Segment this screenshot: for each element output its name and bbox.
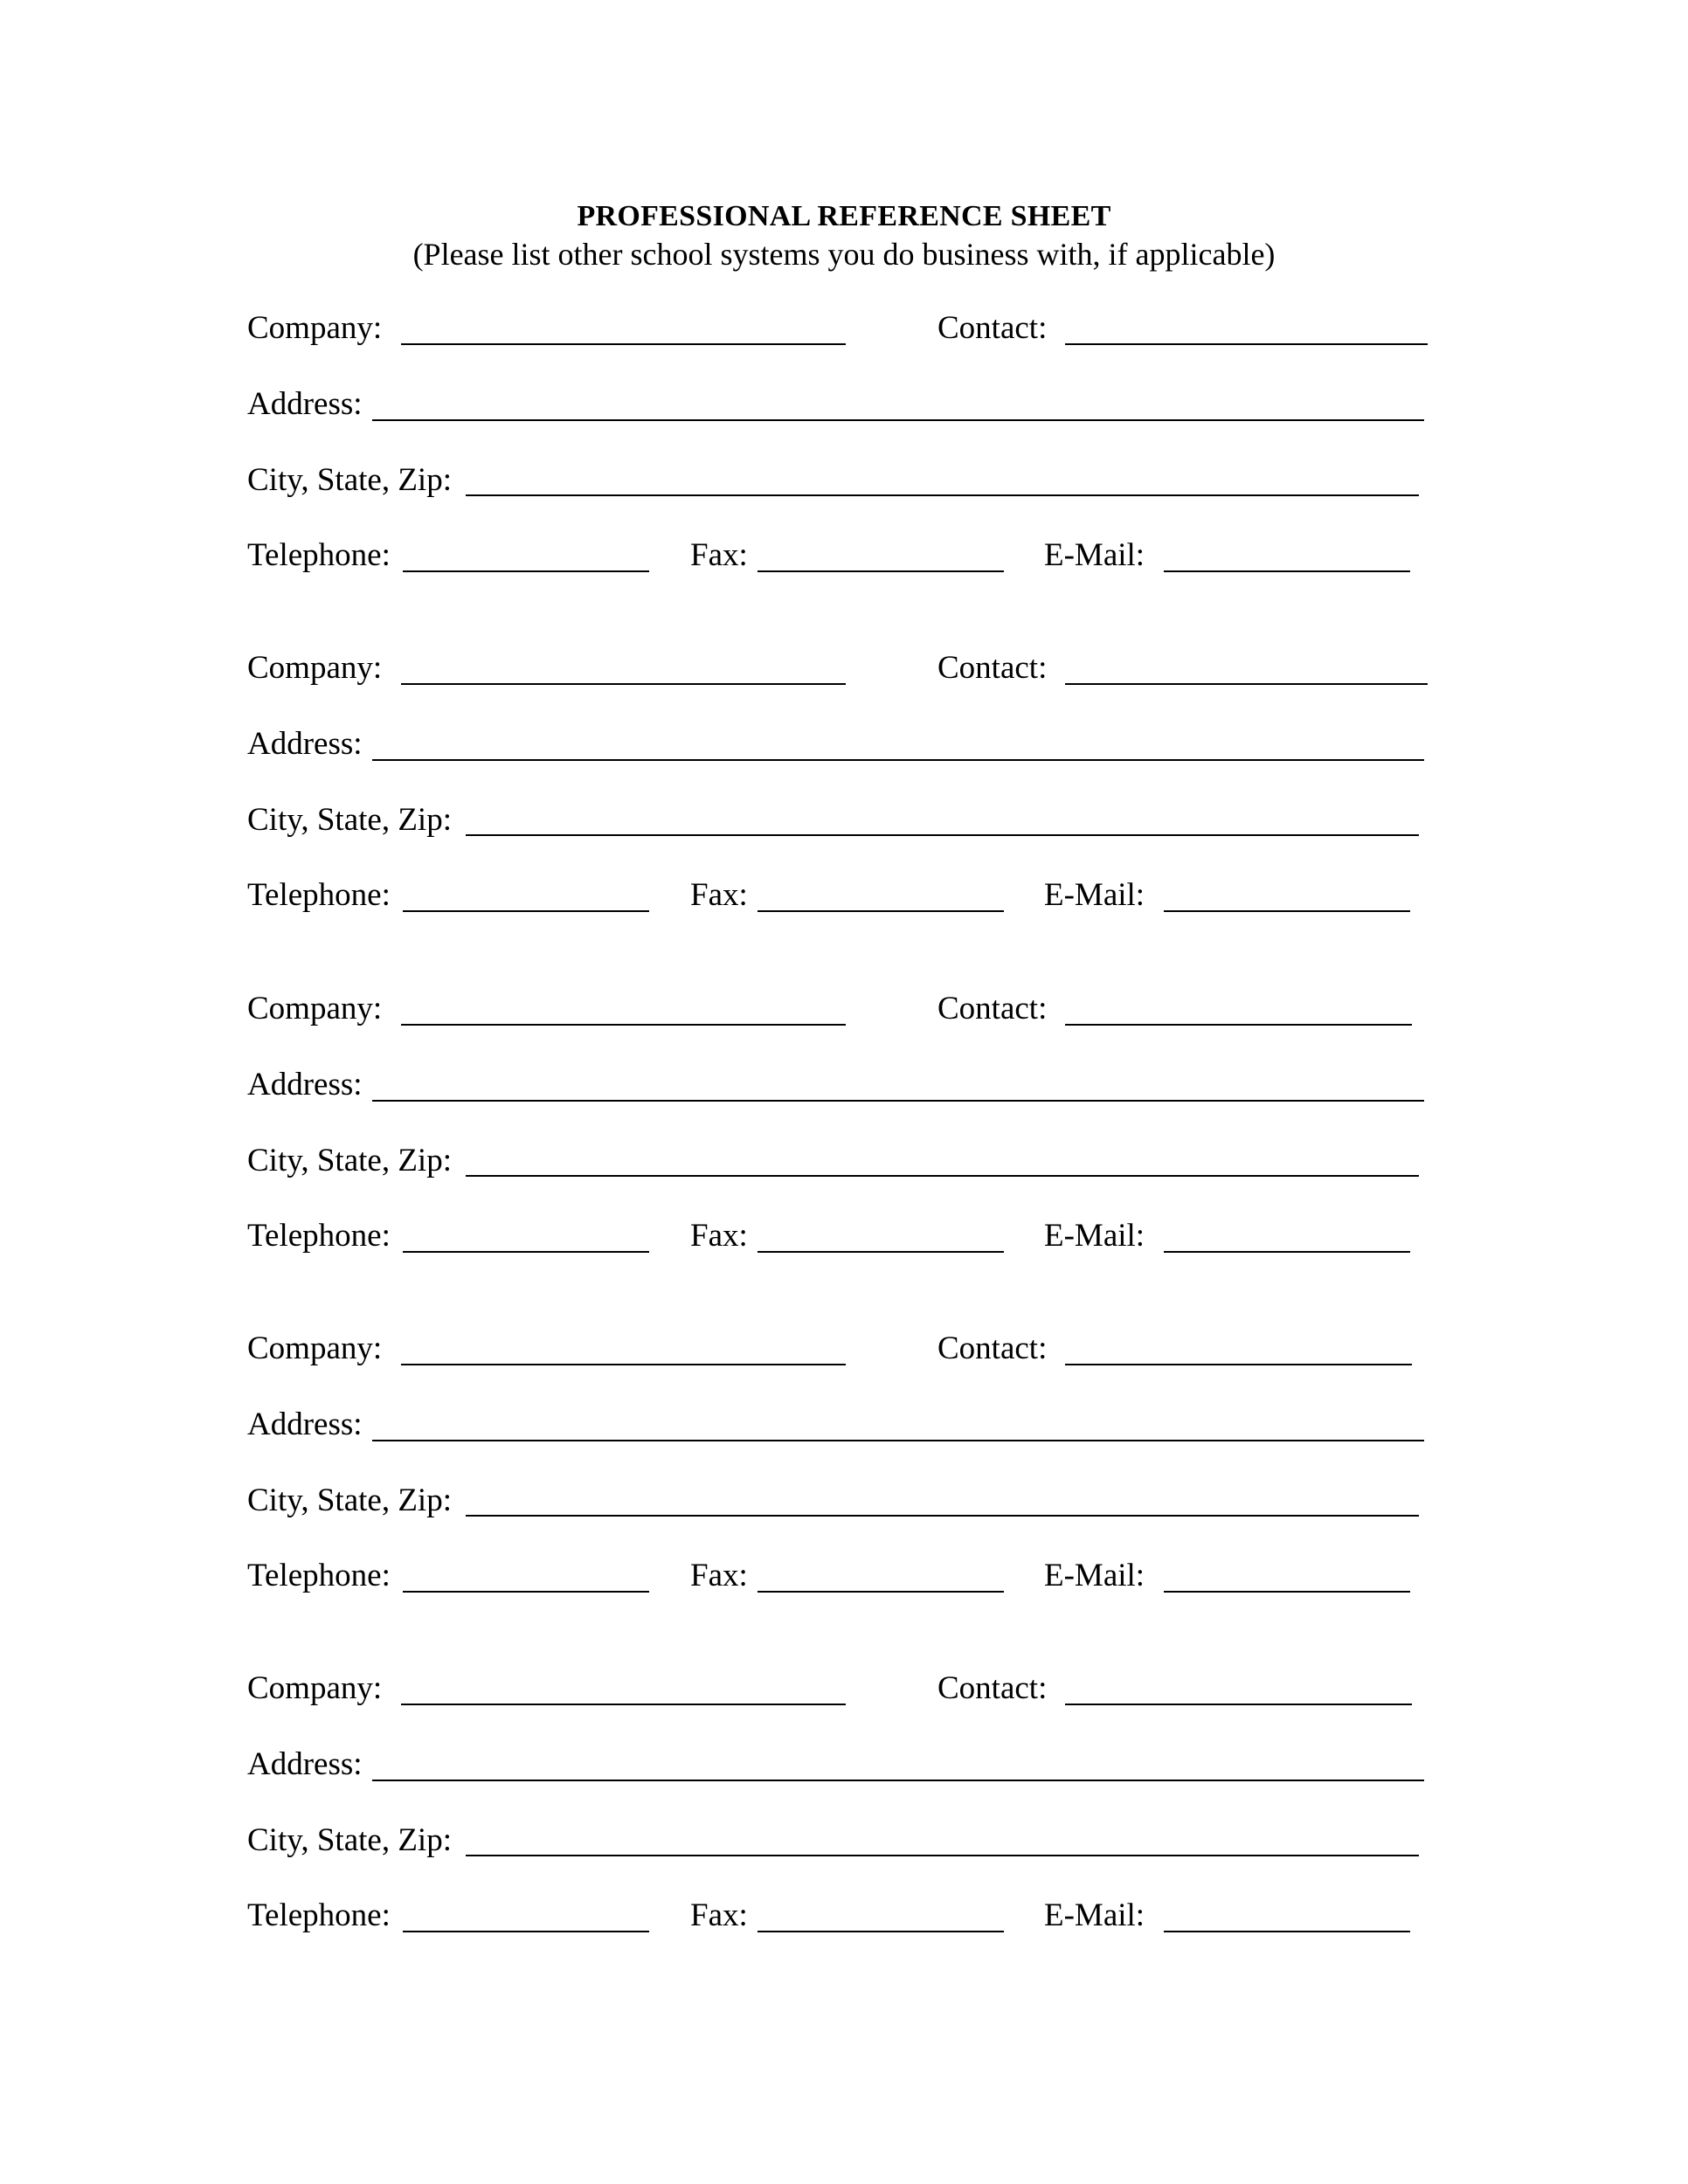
address-field[interactable] bbox=[372, 1440, 1424, 1441]
fax-label: Fax: bbox=[690, 1558, 748, 1593]
city-state-zip-field[interactable] bbox=[466, 1855, 1419, 1856]
contact-label: Contact: bbox=[937, 1330, 1048, 1366]
address-label: Address: bbox=[247, 386, 363, 422]
address-label: Address: bbox=[247, 1746, 363, 1782]
reference-block-4 bbox=[0, 1330, 1688, 1645]
company-field[interactable] bbox=[401, 683, 846, 685]
address-field[interactable] bbox=[372, 1100, 1424, 1102]
address-label: Address: bbox=[247, 726, 363, 762]
telephone-label: Telephone: bbox=[247, 877, 391, 913]
contact-field[interactable] bbox=[1065, 1364, 1412, 1365]
fax-label: Fax: bbox=[690, 537, 748, 573]
email-field[interactable] bbox=[1164, 1591, 1410, 1593]
company-field[interactable] bbox=[401, 1364, 846, 1365]
email-label: E-Mail: bbox=[1044, 1558, 1145, 1593]
company-label: Company: bbox=[247, 1330, 383, 1366]
telephone-label: Telephone: bbox=[247, 537, 391, 573]
city-state-zip-field[interactable] bbox=[466, 1515, 1419, 1517]
email-label: E-Mail: bbox=[1044, 1218, 1145, 1254]
city-state-zip-field[interactable] bbox=[466, 494, 1419, 496]
contact-label: Contact: bbox=[937, 650, 1048, 686]
fax-label: Fax: bbox=[690, 1897, 748, 1933]
address-field[interactable] bbox=[372, 1780, 1424, 1781]
city-state-zip-label: City, State, Zip: bbox=[247, 462, 452, 498]
page-title: PROFESSIONAL REFERENCE SHEET bbox=[577, 200, 1111, 232]
city-state-zip-label: City, State, Zip: bbox=[247, 1143, 452, 1178]
telephone-label: Telephone: bbox=[247, 1218, 391, 1254]
company-field[interactable] bbox=[401, 343, 846, 345]
reference-block-1 bbox=[0, 310, 1688, 625]
address-label: Address: bbox=[247, 1067, 363, 1102]
fax-label: Fax: bbox=[690, 877, 748, 913]
fax-field[interactable] bbox=[758, 1251, 1004, 1253]
city-state-zip-label: City, State, Zip: bbox=[247, 1822, 452, 1858]
reference-block-2 bbox=[0, 650, 1688, 964]
address-field[interactable] bbox=[372, 759, 1424, 761]
city-state-zip-field[interactable] bbox=[466, 834, 1419, 836]
contact-field[interactable] bbox=[1065, 683, 1428, 685]
address-field[interactable] bbox=[372, 419, 1424, 421]
city-state-zip-field[interactable] bbox=[466, 1175, 1419, 1177]
contact-field[interactable] bbox=[1065, 343, 1428, 345]
reference-block-5 bbox=[0, 1670, 1688, 1985]
city-state-zip-label: City, State, Zip: bbox=[247, 1482, 452, 1518]
company-label: Company: bbox=[247, 1670, 383, 1706]
fax-field[interactable] bbox=[758, 1931, 1004, 1932]
email-label: E-Mail: bbox=[1044, 877, 1145, 913]
telephone-field[interactable] bbox=[403, 1591, 649, 1593]
city-state-zip-label: City, State, Zip: bbox=[247, 802, 452, 838]
contact-label: Contact: bbox=[937, 310, 1048, 346]
email-label: E-Mail: bbox=[1044, 537, 1145, 573]
fax-field[interactable] bbox=[758, 1591, 1004, 1593]
company-label: Company: bbox=[247, 310, 383, 346]
telephone-field[interactable] bbox=[403, 1251, 649, 1253]
page-subtitle: (Please list other school systems you do business with, if applicable) bbox=[412, 237, 1276, 272]
telephone-label: Telephone: bbox=[247, 1558, 391, 1593]
telephone-field[interactable] bbox=[403, 1931, 649, 1932]
company-field[interactable] bbox=[401, 1024, 846, 1026]
contact-label: Contact: bbox=[937, 1670, 1048, 1706]
fax-field[interactable] bbox=[758, 570, 1004, 572]
email-label: E-Mail: bbox=[1044, 1897, 1145, 1933]
contact-label: Contact: bbox=[937, 991, 1048, 1026]
telephone-field[interactable] bbox=[403, 570, 649, 572]
company-field[interactable] bbox=[401, 1704, 846, 1705]
address-label: Address: bbox=[247, 1406, 363, 1442]
email-field[interactable] bbox=[1164, 1931, 1410, 1932]
email-field[interactable] bbox=[1164, 1251, 1410, 1253]
telephone-field[interactable] bbox=[403, 910, 649, 912]
contact-field[interactable] bbox=[1065, 1704, 1412, 1705]
contact-field[interactable] bbox=[1065, 1024, 1412, 1026]
telephone-label: Telephone: bbox=[247, 1897, 391, 1933]
email-field[interactable] bbox=[1164, 910, 1410, 912]
email-field[interactable] bbox=[1164, 570, 1410, 572]
fax-label: Fax: bbox=[690, 1218, 748, 1254]
fax-field[interactable] bbox=[758, 910, 1004, 912]
company-label: Company: bbox=[247, 991, 383, 1026]
reference-block-3 bbox=[0, 991, 1688, 1305]
company-label: Company: bbox=[247, 650, 383, 686]
